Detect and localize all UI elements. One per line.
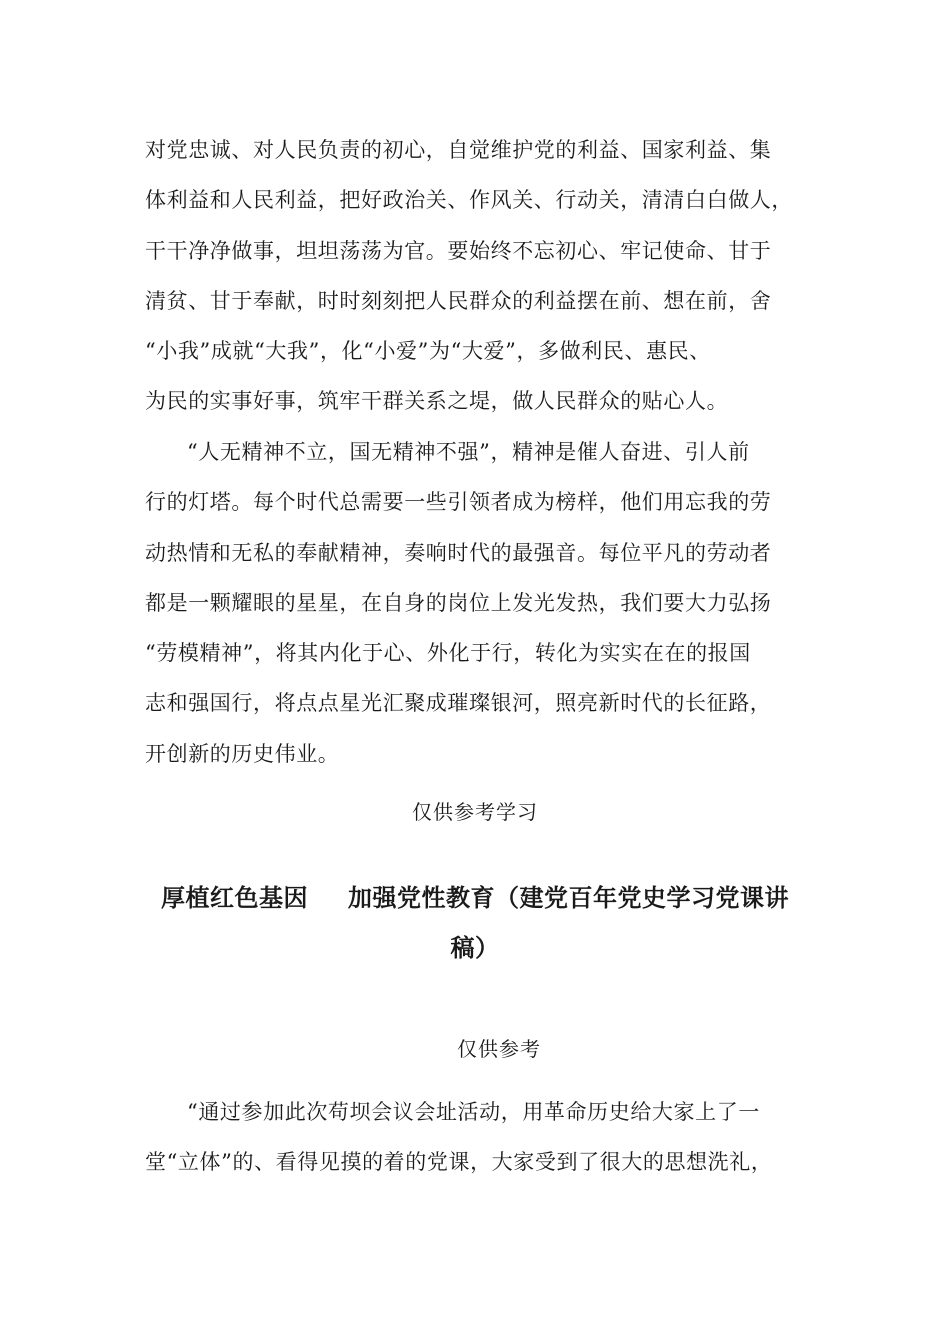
reference-note: 仅供参考学习 — [412, 800, 538, 824]
paragraph-2 — [145, 427, 815, 779]
text-line: 志和强国行，将点点星光汇聚成璀璨银河，照亮新时代的长征路， — [145, 691, 772, 716]
text-line: 对党忠诚、对人民负责的初心，自觉维护党的利益、国家利益、集 — [145, 138, 772, 162]
text-line: 堂“立体”的、看得见摸的着的党课，大家受到了很大的思想洗礼， — [145, 1150, 773, 1175]
text-line: 为民的实事好事，筑牢干群关系之堤，做人民群众的贴心人。 — [145, 389, 729, 414]
text-line-indented: “通过参加此次苟坝会议会址活动，用革命历史给大家上了一 — [187, 1100, 760, 1124]
text-line: 清贫、甘于奉献，时时刻刻把人民群众的利益摆在前、想在前，舍 — [145, 288, 772, 313]
title-line-1 — [100, 873, 850, 923]
title-part-1: 厚植红色基因 — [161, 884, 308, 912]
text-line: 行的灯塔。每个时代总需要一些引领者成为榜样，他们用忘我的劳 — [145, 490, 772, 515]
document-title — [100, 873, 850, 973]
text-line: 体利益和人民利益，把好政治关、作风关、行动关，清清白白做人， — [145, 188, 793, 213]
text-line: “劳模精神”，将其内化于心、外化于行，转化为实实在在的报国 — [145, 641, 751, 666]
text-line-indented: “人无精神不立，国无精神不强”，精神是催人奋进、引人前 — [187, 440, 750, 464]
text-line: 动热情和无私的奉献精神，奏响时代的最强音。每位平凡的劳动者 — [145, 540, 772, 565]
text-line: “小我”成就“大我”，化“小爱”为“大爱”，多做利民、惠民、 — [145, 339, 711, 364]
title-line-2: 稿） — [450, 934, 500, 962]
paragraph-1 — [145, 125, 815, 427]
text-line: 开创新的历史伟业。 — [145, 741, 340, 766]
title-part-2: 加强党性教育（建党百年党史学习党课讲 — [348, 884, 789, 912]
reference-note-short: 仅供参考 — [457, 1037, 541, 1061]
paragraph-3 — [145, 1087, 815, 1188]
text-line: 都是一颗耀眼的星星，在自身的岗位上发光发热，我们要大力弘扬 — [145, 590, 772, 615]
text-line: 干干净净做事，坦坦荡荡为官。要始终不忘初心、牢记使命、甘于 — [145, 238, 772, 263]
